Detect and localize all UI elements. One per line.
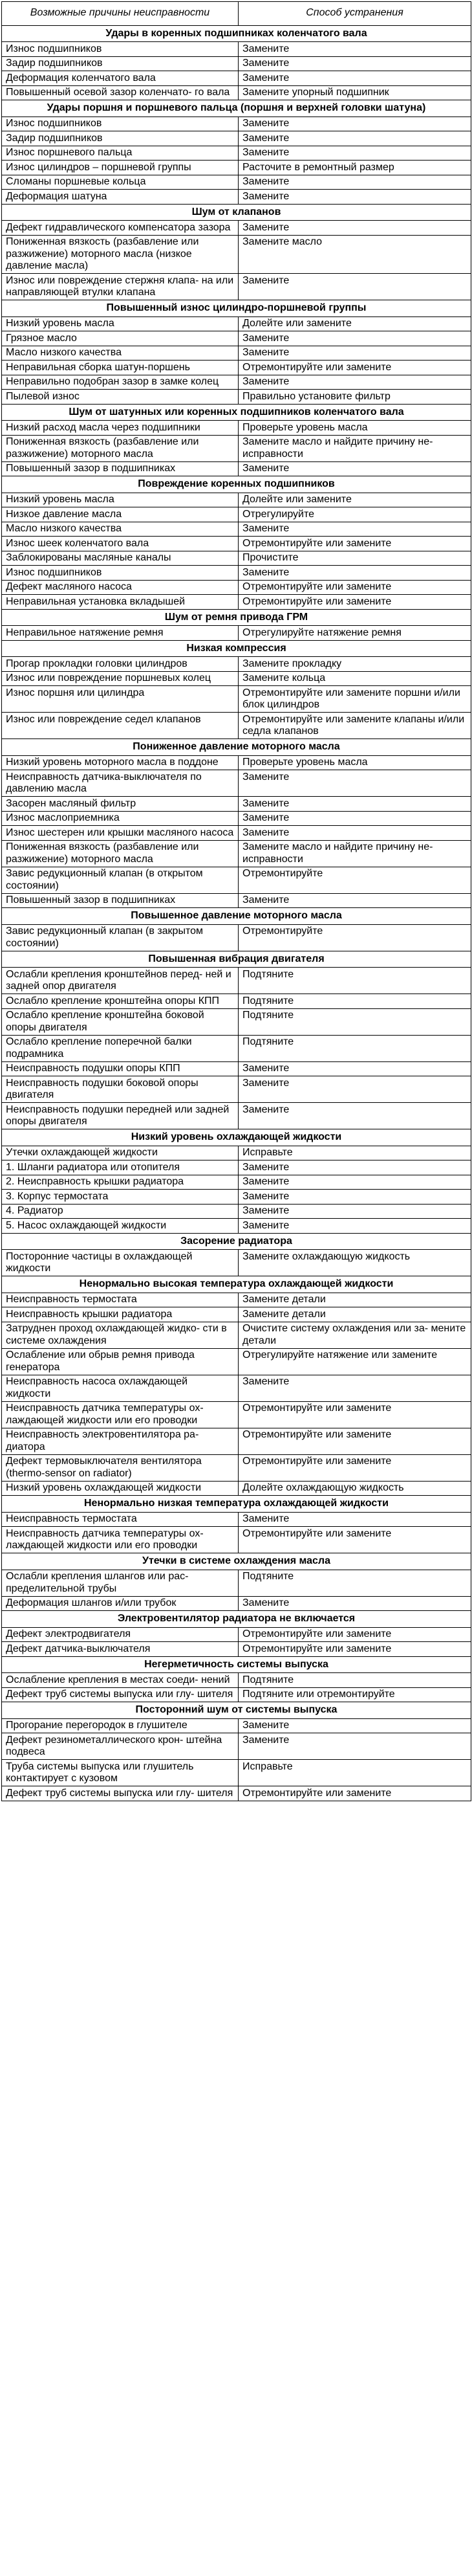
table-row xyxy=(2,131,471,146)
section-title: Шум от шатунных или коренных подшипников коленчатого вала xyxy=(2,404,471,421)
cause-cell: Пониженная вязкость (разбавление или разжижение) моторного масла xyxy=(2,840,239,867)
cause-cell: Низкий уровень моторного масла в поддоне xyxy=(2,755,239,770)
cause-cell: Неисправность термостата xyxy=(2,1293,239,1307)
cause-cell: Неисправность насоса охлаждающей жидкости xyxy=(2,1375,239,1401)
cause-cell: Засорен масляный фильтр xyxy=(2,797,239,812)
remedy-cell: Замените масло и найдите причину не- исправности xyxy=(239,840,471,867)
troubleshooting-table xyxy=(1,1,471,1801)
remedy-cell: Подтяните xyxy=(239,1673,471,1688)
section-header-row xyxy=(2,1276,471,1293)
cause-cell: Ослабление крепления в местах соеди- нений xyxy=(2,1673,239,1688)
remedy-cell: Замените xyxy=(239,331,471,346)
remedy-cell: Замените xyxy=(239,56,471,71)
cause-cell: Труба системы выпуска или глушитель контактирует с кузовом xyxy=(2,1760,239,1786)
cause-cell: 2. Неисправность крышки радиатора xyxy=(2,1175,239,1190)
table-row xyxy=(2,1627,471,1642)
table-row xyxy=(2,1293,471,1307)
cause-cell: Грязное масло xyxy=(2,331,239,346)
table-row xyxy=(2,56,471,71)
remedy-cell: Замените xyxy=(239,175,471,190)
cause-cell: Износ подшипников xyxy=(2,117,239,131)
table-row xyxy=(2,493,471,507)
table-row xyxy=(2,1375,471,1401)
section-title: Удары поршня и поршневого пальца (поршня и верхней головки шатуна) xyxy=(2,100,471,117)
remedy-cell: Замените xyxy=(239,1160,471,1175)
remedy-cell: Отрегулируйте натяжение или замените xyxy=(239,1348,471,1375)
table-row xyxy=(2,274,471,300)
remedy-cell: Подтяните xyxy=(239,1570,471,1596)
cause-cell: Износ или повреждение седел клапанов xyxy=(2,713,239,739)
section-title: Повышенная вибрация двигателя xyxy=(2,951,471,968)
remedy-cell: Отремонтируйте или замените клапаны и/или седла клапанов xyxy=(239,713,471,739)
table-row xyxy=(2,968,471,994)
table-row xyxy=(2,1348,471,1375)
remedy-cell: Замените xyxy=(239,1733,471,1760)
cause-cell: Масло низкого качества xyxy=(2,522,239,537)
table-row xyxy=(2,161,471,175)
cause-cell: Ослабление или обрыв ремня привода генератора xyxy=(2,1348,239,1375)
table-row xyxy=(2,1428,471,1454)
remedy-cell: Замените xyxy=(239,375,471,390)
remedy-cell: Подтяните xyxy=(239,968,471,994)
remedy-cell: Подтяните xyxy=(239,1035,471,1061)
remedy-cell: Отрегулируйте натяжение ремня xyxy=(239,626,471,641)
table-row xyxy=(2,770,471,797)
cause-cell: Неправильное натяжение ремня xyxy=(2,626,239,641)
table-row xyxy=(2,461,471,476)
remedy-cell: Замените xyxy=(239,811,471,826)
cause-cell: Дефект термовыключателя вентилятора (thermo-sensor on radiator) xyxy=(2,1454,239,1481)
table-row xyxy=(2,1512,471,1527)
table-row xyxy=(2,924,471,951)
table-row xyxy=(2,1673,471,1688)
remedy-cell: Замените xyxy=(239,1219,471,1234)
table-row xyxy=(2,1760,471,1786)
section-title: Повышенный износ цилиндро-поршневой группы xyxy=(2,300,471,317)
table-row xyxy=(2,671,471,686)
cause-cell: Задир подшипников xyxy=(2,56,239,71)
table-row xyxy=(2,85,471,100)
cause-cell: Износ шеек коленчатого вала xyxy=(2,537,239,551)
remedy-cell: Отремонтируйте или замените xyxy=(239,1454,471,1481)
remedy-cell: Замените xyxy=(239,770,471,797)
cause-cell: Износ шестерен или крышки масляного насоса xyxy=(2,826,239,841)
table-row xyxy=(2,1061,471,1076)
table-row xyxy=(2,1008,471,1035)
cause-cell: Завис редукционный клапан (в открытом состоянии) xyxy=(2,867,239,893)
remedy-cell: Замените детали xyxy=(239,1293,471,1307)
cause-cell: Низкий уровень масла xyxy=(2,493,239,507)
troubleshooting-document xyxy=(1,1,471,1801)
remedy-cell: Замените xyxy=(239,274,471,300)
remedy-cell: Замените кольца xyxy=(239,671,471,686)
table-row xyxy=(2,1786,471,1801)
table-row xyxy=(2,522,471,537)
table-row xyxy=(2,175,471,190)
table-row xyxy=(2,811,471,826)
remedy-cell: Замените xyxy=(239,566,471,581)
table-header-row xyxy=(2,2,471,26)
section-header-row xyxy=(2,908,471,925)
section-header-row xyxy=(2,1656,471,1673)
cause-cell: 5. Насос охлаждающей жидкости xyxy=(2,1219,239,1234)
remedy-cell: Замените xyxy=(239,522,471,537)
remedy-cell: Замените масло xyxy=(239,235,471,274)
remedy-cell: Очистите систему охлаждения или за- мените детали xyxy=(239,1322,471,1348)
table-row xyxy=(2,42,471,57)
cause-cell: Дефект резинометаллического крон- штейна подвеса xyxy=(2,1733,239,1760)
cause-cell: Пониженная вязкость (разбавление или разжижение) моторного масла xyxy=(2,435,239,461)
cause-cell: Пониженная вязкость (разбавление или разжижение) моторного масла (низкое давление масла) xyxy=(2,235,239,274)
remedy-cell: Проверьте уровень масла xyxy=(239,755,471,770)
section-header-row xyxy=(2,476,471,493)
remedy-cell: Замените xyxy=(239,1076,471,1103)
table-row xyxy=(2,316,471,331)
table-row xyxy=(2,1687,471,1702)
cause-cell: Повышенный зазор в подшипниках xyxy=(2,461,239,476)
table-row xyxy=(2,1204,471,1219)
cause-cell: Ослабли крепления шлангов или рас- пределительной трубы xyxy=(2,1570,239,1596)
table-row xyxy=(2,1175,471,1190)
section-title: Электровентилятор радиатора не включается xyxy=(2,1611,471,1628)
cause-cell: Масло низкого качества xyxy=(2,346,239,361)
table-row xyxy=(2,1146,471,1160)
table-row xyxy=(2,117,471,131)
cause-cell: Дефект электродвигателя xyxy=(2,1627,239,1642)
cause-cell: 4. Радиатор xyxy=(2,1204,239,1219)
section-header-row xyxy=(2,1702,471,1719)
cause-cell: Ослабло крепление кронштейна опоры КПП xyxy=(2,994,239,1009)
cause-cell: Задир подшипников xyxy=(2,131,239,146)
section-header-row xyxy=(2,1233,471,1250)
table-row xyxy=(2,893,471,908)
cause-cell: Сломаны поршневые кольца xyxy=(2,175,239,190)
section-title: Негерметичность системы выпуска xyxy=(2,1656,471,1673)
section-title: Шум от клапанов xyxy=(2,204,471,221)
section-header-row xyxy=(2,404,471,421)
remedy-cell: Отремонтируйте или замените xyxy=(239,361,471,375)
section-header-row xyxy=(2,739,471,756)
table-row xyxy=(2,867,471,893)
table-row xyxy=(2,840,471,867)
remedy-cell: Отремонтируйте или замените xyxy=(239,1428,471,1454)
table-row xyxy=(2,361,471,375)
table-row xyxy=(2,331,471,346)
remedy-cell: Замените xyxy=(239,893,471,908)
cause-cell: Низкое давление масла xyxy=(2,507,239,522)
table-row xyxy=(2,1035,471,1061)
table-row xyxy=(2,580,471,595)
table-row xyxy=(2,1642,471,1657)
remedy-cell: Отремонтируйте или замените xyxy=(239,595,471,610)
remedy-cell: Замените xyxy=(239,190,471,205)
cause-cell: Заблокированы масляные каналы xyxy=(2,551,239,566)
section-header-row xyxy=(2,1553,471,1570)
section-title: Утечки в системе охлаждения масла xyxy=(2,1553,471,1570)
cause-cell: Прогорание перегородок в глушителе xyxy=(2,1718,239,1733)
remedy-cell: Отрегулируйте xyxy=(239,507,471,522)
remedy-cell: Проверьте уровень масла xyxy=(239,421,471,436)
section-title: Удары в коренных подшипниках коленчатого вала xyxy=(2,25,471,42)
table-row xyxy=(2,686,471,713)
table-row xyxy=(2,1718,471,1733)
table-row xyxy=(2,390,471,405)
table-row xyxy=(2,713,471,739)
cause-cell: Низкий уровень охлаждающей жидкости xyxy=(2,1481,239,1496)
table-row xyxy=(2,146,471,161)
cause-cell: Низкий расход масла через подшипники xyxy=(2,421,239,436)
remedy-cell: Замените xyxy=(239,797,471,812)
remedy-cell: Исправьте xyxy=(239,1760,471,1786)
table-row xyxy=(2,235,471,274)
remedy-cell: Подтяните xyxy=(239,1008,471,1035)
remedy-cell: Замените масло и найдите причину не- исправности xyxy=(239,435,471,461)
cause-cell: Посторонние частицы в охлаждающей жидкости xyxy=(2,1250,239,1276)
remedy-cell: Замените xyxy=(239,1512,471,1527)
cause-cell: Деформация коленчатого вала xyxy=(2,71,239,86)
cause-cell: Неисправность электровентилятора ра- диатора xyxy=(2,1428,239,1454)
cause-cell: Неисправность датчика температуры ох- лаждающей жидкости или его проводки xyxy=(2,1527,239,1553)
table-row xyxy=(2,994,471,1009)
table-row xyxy=(2,1527,471,1553)
table-row xyxy=(2,375,471,390)
cause-cell: Износ маслоприемника xyxy=(2,811,239,826)
table-row xyxy=(2,1481,471,1496)
section-header-row xyxy=(2,1496,471,1513)
table-row xyxy=(2,1401,471,1428)
cause-cell: Дефект масляного насоса xyxy=(2,580,239,595)
section-header-row xyxy=(2,204,471,221)
cause-cell: Износ поршневого пальца xyxy=(2,146,239,161)
table-row xyxy=(2,1160,471,1175)
table-row xyxy=(2,1733,471,1760)
cause-cell: 1. Шланги радиатора или отопителя xyxy=(2,1160,239,1175)
cause-cell: Ослабло крепление поперечной балки подрамника xyxy=(2,1035,239,1061)
remedy-cell: Правильно установите фильтр xyxy=(239,390,471,405)
remedy-cell: Отремонтируйте xyxy=(239,924,471,951)
remedy-cell: Замените xyxy=(239,1190,471,1205)
remedy-cell: Замените xyxy=(239,1375,471,1401)
table-row xyxy=(2,71,471,86)
cause-cell: Завис редукционный клапан (в закрытом состоянии) xyxy=(2,924,239,951)
remedy-cell: Исправьте xyxy=(239,1146,471,1160)
table-body xyxy=(2,25,471,1801)
table-row xyxy=(2,755,471,770)
table-row xyxy=(2,1454,471,1481)
remedy-cell: Замените прокладку xyxy=(239,657,471,672)
cause-cell: Прогар прокладки головки цилиндров xyxy=(2,657,239,672)
cause-cell: Дефект датчика-выключателя xyxy=(2,1642,239,1657)
cause-cell: Неисправность подушки передней или задней опоры двигателя xyxy=(2,1103,239,1129)
remedy-cell: Замените xyxy=(239,146,471,161)
table-row xyxy=(2,551,471,566)
table-row xyxy=(2,566,471,581)
table-row xyxy=(2,797,471,812)
remedy-cell: Замените xyxy=(239,221,471,236)
remedy-cell: Замените xyxy=(239,1596,471,1611)
table-row xyxy=(2,537,471,551)
table-row xyxy=(2,657,471,672)
remedy-cell: Отремонтируйте или замените xyxy=(239,1786,471,1801)
table-row xyxy=(2,1250,471,1276)
remedy-cell: Замените xyxy=(239,346,471,361)
remedy-cell: Замените xyxy=(239,1175,471,1190)
remedy-cell: Замените детали xyxy=(239,1307,471,1322)
cause-cell: Износ или повреждение поршневых колец xyxy=(2,671,239,686)
remedy-cell: Подтяните xyxy=(239,994,471,1009)
cause-cell: Деформация шатуна xyxy=(2,190,239,205)
section-header-row xyxy=(2,1611,471,1628)
table-row xyxy=(2,1307,471,1322)
table-row xyxy=(2,1570,471,1596)
remedy-cell: Замените xyxy=(239,461,471,476)
cause-cell: Затруднен проход охлаждающей жидко- сти в системе охлаждения xyxy=(2,1322,239,1348)
table-row xyxy=(2,595,471,610)
cause-cell: Повышенный зазор в подшипниках xyxy=(2,893,239,908)
remedy-cell: Замените xyxy=(239,1204,471,1219)
cause-cell: Неисправность крышки радиатора xyxy=(2,1307,239,1322)
section-header-row xyxy=(2,609,471,626)
remedy-cell: Замените упорный подшипник xyxy=(239,85,471,100)
remedy-cell: Замените xyxy=(239,1103,471,1129)
section-title: Ненормально низкая температура охлаждающей жидкости xyxy=(2,1496,471,1513)
remedy-cell: Отремонтируйте или замените xyxy=(239,1627,471,1642)
cause-cell: Дефект гидравлического компенсатора зазора xyxy=(2,221,239,236)
section-title: Шум от ремня привода ГРМ xyxy=(2,609,471,626)
remedy-cell: Отремонтируйте или замените xyxy=(239,580,471,595)
table-row xyxy=(2,507,471,522)
cause-cell: Неисправность термостата xyxy=(2,1512,239,1527)
remedy-cell: Долейте или замените xyxy=(239,493,471,507)
section-title: Засорение радиатора xyxy=(2,1233,471,1250)
cause-cell: Неправильно подобран зазор в замке колец xyxy=(2,375,239,390)
remedy-cell: Замените xyxy=(239,117,471,131)
remedy-cell: Замените xyxy=(239,71,471,86)
cause-cell: Неправильная установка вкладышей xyxy=(2,595,239,610)
table-row xyxy=(2,626,471,641)
table-row xyxy=(2,346,471,361)
table-row xyxy=(2,1596,471,1611)
table-row xyxy=(2,435,471,461)
cause-cell: Ослабли крепления кронштейнов перед- ней и задней опор двигателя xyxy=(2,968,239,994)
remedy-cell: Отремонтируйте или замените xyxy=(239,537,471,551)
section-title: Пониженное давление моторного масла xyxy=(2,739,471,756)
table-row xyxy=(2,826,471,841)
remedy-cell: Замените xyxy=(239,1718,471,1733)
remedy-cell: Отремонтируйте или замените xyxy=(239,1401,471,1428)
remedy-cell: Отремонтируйте или замените поршни и/или блок цилиндров xyxy=(239,686,471,713)
cause-cell: Неисправность датчика температуры ох- лаждающей жидкости или его проводки xyxy=(2,1401,239,1428)
cause-cell: Повышенный осевой зазор коленчато- го вала xyxy=(2,85,239,100)
cause-cell: Низкий уровень масла xyxy=(2,316,239,331)
section-header-row xyxy=(2,25,471,42)
cause-cell: Утечки охлаждающей жидкости xyxy=(2,1146,239,1160)
cause-cell: Износ подшипников xyxy=(2,42,239,57)
table-row xyxy=(2,190,471,205)
cause-cell: 3. Корпус термостата xyxy=(2,1190,239,1205)
remedy-cell: Подтяните или отремонтируйте xyxy=(239,1687,471,1702)
section-header-row xyxy=(2,300,471,317)
section-title: Повреждение коренных подшипников xyxy=(2,476,471,493)
remedy-cell: Отремонтируйте xyxy=(239,867,471,893)
section-header-row xyxy=(2,640,471,657)
cause-cell: Неисправность подушки боковой опоры двигателя xyxy=(2,1076,239,1103)
section-header-row xyxy=(2,951,471,968)
header-remedy: Способ устранения xyxy=(239,2,471,26)
cause-cell: Износ цилиндров – поршневой группы xyxy=(2,161,239,175)
cause-cell: Неправильная сборка шатун-поршень xyxy=(2,361,239,375)
cause-cell: Износ или повреждение стержня клапа- на или направляющей втулки клапана xyxy=(2,274,239,300)
table-row xyxy=(2,1103,471,1129)
remedy-cell: Замените xyxy=(239,826,471,841)
table-row xyxy=(2,1219,471,1234)
cause-cell: Износ подшипников xyxy=(2,566,239,581)
table-row xyxy=(2,1190,471,1205)
table-row xyxy=(2,1076,471,1103)
section-title: Повышенное давление моторного масла xyxy=(2,908,471,925)
cause-cell: Неисправность подушки опоры КПП xyxy=(2,1061,239,1076)
cause-cell: Ослабло крепление кронштейна боковой опоры двигателя xyxy=(2,1008,239,1035)
header-causes: Возможные причины неисправности xyxy=(2,2,239,26)
cause-cell: Неисправность датчика-выключателя по давлению масла xyxy=(2,770,239,797)
cause-cell: Дефект труб системы выпуска или глу- шителя xyxy=(2,1786,239,1801)
section-header-row xyxy=(2,1129,471,1146)
cause-cell: Пылевой износ xyxy=(2,390,239,405)
remedy-cell: Отремонтируйте или замените xyxy=(239,1642,471,1657)
cause-cell: Деформация шлангов и/или трубок xyxy=(2,1596,239,1611)
cause-cell: Дефект труб системы выпуска или глу- шителя xyxy=(2,1687,239,1702)
section-header-row xyxy=(2,100,471,117)
remedy-cell: Замените охлаждающую жидкость xyxy=(239,1250,471,1276)
remedy-cell: Замените xyxy=(239,42,471,57)
section-title: Низкий уровень охлаждающей жидкости xyxy=(2,1129,471,1146)
table-row xyxy=(2,1322,471,1348)
table-row xyxy=(2,221,471,236)
section-title: Низкая компрессия xyxy=(2,640,471,657)
remedy-cell: Долейте охлаждающую жидкость xyxy=(239,1481,471,1496)
remedy-cell: Замените xyxy=(239,131,471,146)
section-title: Ненормально высокая температура охлаждающей жидкости xyxy=(2,1276,471,1293)
remedy-cell: Прочистите xyxy=(239,551,471,566)
cause-cell: Износ поршня или цилиндра xyxy=(2,686,239,713)
remedy-cell: Отремонтируйте или замените xyxy=(239,1527,471,1553)
remedy-cell: Долейте или замените xyxy=(239,316,471,331)
section-title: Посторонний шум от системы выпуска xyxy=(2,1702,471,1719)
remedy-cell: Расточите в ремонтный размер xyxy=(239,161,471,175)
remedy-cell: Замените xyxy=(239,1061,471,1076)
table-row xyxy=(2,421,471,436)
